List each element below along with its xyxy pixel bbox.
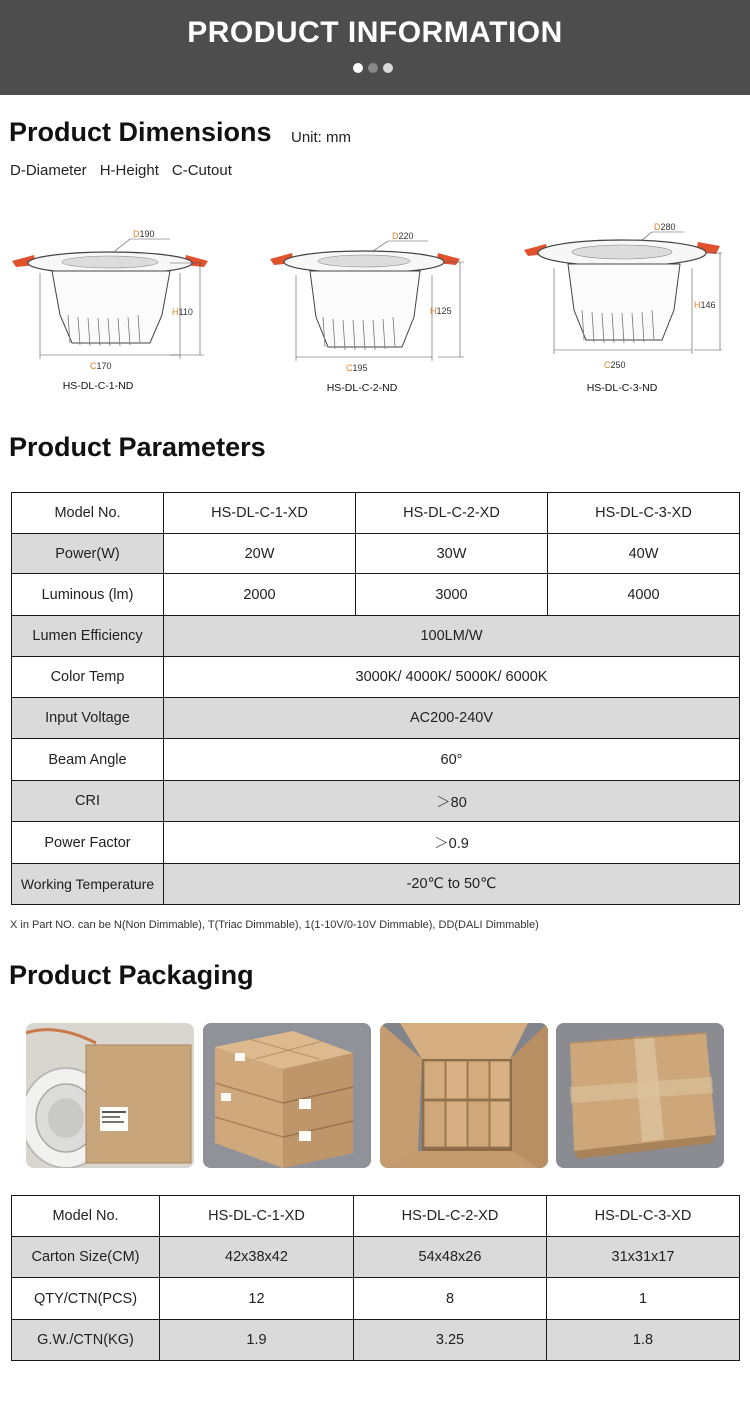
lamp-drawing-1 [10,225,210,375]
param-value: 4000 [548,574,740,616]
param-label: Power(W) [12,534,164,574]
lamp-drawing-3 [522,216,722,374]
lamp-3-c-value: 250 [610,360,626,370]
lamp-1-c-value: 170 [96,361,112,371]
param-header-c2: HS-DL-C-2-XD [356,493,548,534]
table-row [12,739,740,781]
param-label: Color Temp [12,657,164,698]
param-value: 100LM/W [164,616,740,657]
pack-value: 1.9 [160,1320,354,1361]
pack-label: Carton Size(CM) [12,1237,160,1278]
lamp-drawing-2 [268,225,468,375]
lamp-3-c-letter: C [604,360,611,370]
param-header-c1: HS-DL-C-1-XD [164,493,356,534]
param-value: 20W [164,534,356,574]
open-carton-photo [380,1023,548,1168]
packed-downlight-photo [26,1023,194,1168]
param-label: Working Temperature [12,864,164,905]
lamp-2-d-value: 220 [398,231,414,241]
pack-label: G.W./CTN(KG) [12,1320,160,1361]
lamp-3-model: HS-DL-C-3-ND [586,382,658,394]
lamp-2-model: HS-DL-C-2-ND [326,382,398,394]
pack-header-c3: HS-DL-C-3-XD [547,1196,740,1237]
lamp-3-h-value: 146 [700,300,716,310]
param-value: 60° [164,739,740,781]
pack-header-c2: HS-DL-C-2-XD [354,1196,547,1237]
lamp-3-d-value: 280 [660,222,676,232]
table-row [12,534,740,574]
table-row [12,616,740,657]
param-value: 40W [548,534,740,574]
lamp-2-d-letter: D [392,231,399,241]
param-value: 3000K/ 4000K/ 5000K/ 6000K [164,657,740,698]
table-row [12,1196,740,1237]
parameters-table [11,492,740,905]
lamp-3-h-letter: H [694,300,701,310]
lamp-2-h-letter: H [430,306,437,316]
dimensions-unit: Unit: mm [291,129,351,146]
table-row [12,657,740,698]
pack-value: 42x38x42 [160,1237,354,1278]
table-row [12,1278,740,1320]
svg-text:D280 [654,222,676,232]
carousel-dot-2[interactable] [368,63,378,73]
banner [0,0,750,95]
param-label: Lumen Efficiency [12,616,164,657]
param-value: 30W [356,534,548,574]
pack-value: 8 [354,1278,547,1320]
table-row [12,822,740,864]
legend-diameter: D-Diameter [10,162,87,179]
parameters-title: Product Parameters [9,432,266,462]
table-row [12,1320,740,1361]
table-row [12,698,740,739]
table-row [12,781,740,822]
lamp-3-d-letter: D [654,222,661,232]
packaging-table [11,1195,740,1361]
stacked-cartons-photo [203,1023,371,1168]
param-header-model: Model No. [12,493,164,534]
param-label: Beam Angle [12,739,164,781]
pack-header-c1: HS-DL-C-1-XD [160,1196,354,1237]
dimming-note: X in Part NO. can be N(Non Dimmable), T(Triac Dimmable), 1(1-10V/0-10V Dimmable), DD(DALI Dimmable) [10,919,539,931]
pack-header-model: Model No. [12,1196,160,1237]
lamp-1-d-letter: D [133,229,140,239]
svg-text:C170 [90,361,112,371]
param-header-c3: HS-DL-C-3-XD [548,493,740,534]
svg-text:C195 [346,363,368,373]
banner-title: PRODUCT INFORMATION [187,16,563,49]
param-value: ＞80 [164,781,740,822]
svg-text:D220 [392,231,414,241]
svg-text:D190 [133,229,155,239]
svg-text:H125 [430,306,452,316]
legend-cutout: C-Cutout [171,162,232,179]
pack-value: 3.25 [354,1320,547,1361]
pack-value: 12 [160,1278,354,1320]
pack-value: 1 [547,1278,740,1320]
pack-label: QTY/CTN(PCS) [12,1278,160,1320]
carousel-dot-3[interactable] [383,63,393,73]
table-row [12,574,740,616]
param-label: Input Voltage [12,698,164,739]
param-label: CRI [12,781,164,822]
lamp-1-h-value: 110 [178,307,193,317]
pack-value: 1.8 [547,1320,740,1361]
svg-text:H146 [694,300,716,310]
lamp-2-c-letter: C [346,363,353,373]
carousel-dots [353,63,393,73]
lamp-2-c-value: 195 [352,363,368,373]
pack-value: 54x48x26 [354,1237,547,1278]
carousel-dot-1[interactable] [353,63,363,73]
lamp-1-h-letter: H [172,307,179,317]
svg-text:H110 [172,307,193,317]
param-value: 2000 [164,574,356,616]
param-value: -20℃ to 50℃ [164,864,740,905]
pack-value: 31x31x17 [547,1237,740,1278]
param-value: AC200-240V [164,698,740,739]
table-row [12,493,740,534]
lamp-1-model: HS-DL-C-1-ND [62,380,134,392]
table-row [12,864,740,905]
param-label: Luminous (lm) [12,574,164,616]
dimensions-legend [10,162,232,179]
table-row [12,1237,740,1278]
param-label: Power Factor [12,822,164,864]
packaging-title: Product Packaging [9,960,254,990]
param-value: ＞0.9 [164,822,740,864]
svg-text:C250 [604,360,626,370]
dimensions-title: Product Dimensions [9,117,272,147]
param-value: 3000 [356,574,548,616]
lamp-1-d-value: 190 [139,229,155,239]
sealed-carton-photo [556,1023,724,1168]
lamp-1-c-letter: C [90,361,97,371]
lamp-2-h-value: 125 [436,306,452,316]
legend-height: H-Height [99,162,159,179]
